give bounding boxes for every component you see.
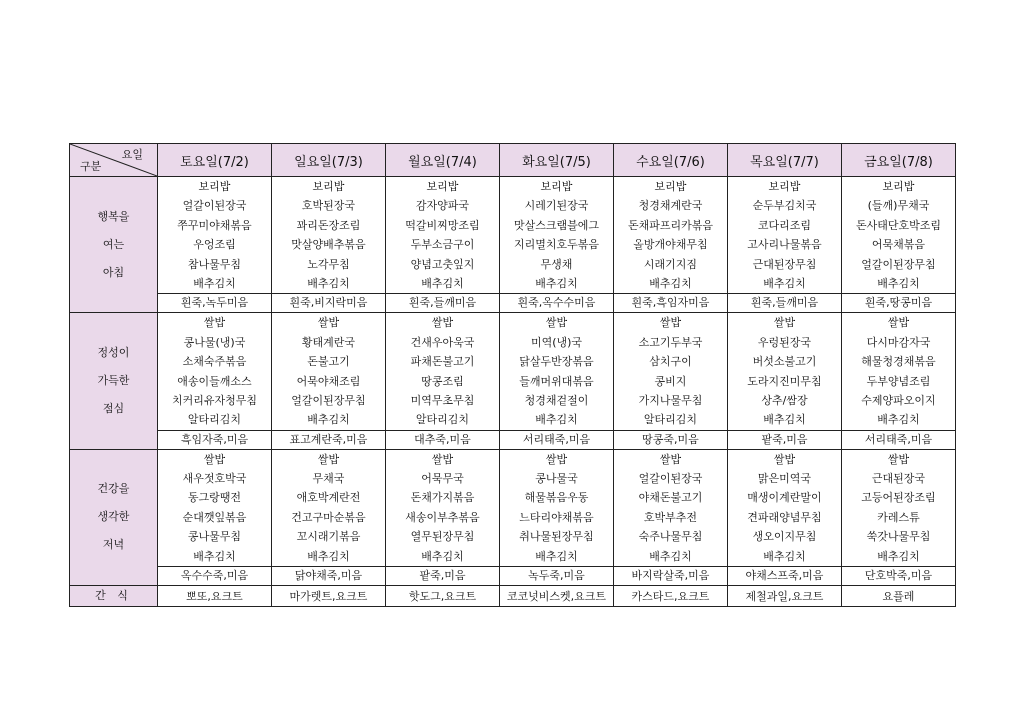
menu-item: 배추김치 (877, 413, 920, 427)
menu-item: 쌀밥 (887, 452, 910, 466)
menu-item: 시래기지짐 (643, 257, 698, 271)
menu-item: 생오이지무침 (752, 530, 817, 544)
menu-item: 쌀밥 (887, 316, 910, 330)
menu-item: 시레기된장국 (524, 199, 589, 213)
porridge-cell: 흑임자죽,미음 (158, 430, 272, 449)
menu-item: 돈불고기 (307, 355, 350, 369)
menu-item: 배추김치 (307, 549, 350, 563)
menu-item: 우렁된장국 (757, 335, 812, 349)
menu-item: 숙주나물무침 (638, 530, 703, 544)
snack-cell: 제철과일,요크트 (728, 586, 842, 607)
menu-item: 배추김치 (535, 413, 578, 427)
menu-item: 배추김치 (649, 549, 692, 563)
menu-item: 들깨머위대볶음 (519, 374, 594, 388)
menu-item: 쌀밥 (431, 316, 454, 330)
corner-day-label: 요일 (121, 148, 143, 161)
menu-item: 콩비지 (654, 374, 687, 388)
porridge-cell: 땅콩죽,미음 (614, 430, 728, 449)
menu-item: 파채돈불고기 (410, 355, 475, 369)
menu-item: 해물볶음우동 (524, 491, 589, 505)
porridge-cell: 팥죽,미음 (386, 567, 500, 586)
corner-cell (70, 144, 158, 177)
menu-item: 애송이들깨소스 (177, 374, 252, 388)
menu-item: 해물청경채볶음 (861, 355, 936, 369)
menu-cell (158, 177, 272, 294)
menu-item: 치커리유자청무침 (171, 393, 257, 407)
porridge-cell: 표고계란죽,미음 (272, 430, 386, 449)
menu-item: 얼갈이된장무침 (861, 257, 936, 271)
menu-cell (614, 313, 728, 430)
menu-item: 보리밥 (882, 180, 915, 193)
porridge-cell: 흰죽,옥수수미음 (500, 294, 614, 313)
menu-item: 콩나물(냉)국 (183, 335, 246, 349)
menu-item: 맑은미역국 (757, 472, 812, 486)
menu-item: 보리밥 (654, 180, 687, 193)
menu-item: 얼갈이된장국 (182, 199, 247, 213)
menu-item: 취나물된장무침 (519, 530, 594, 544)
snack-cell: 뽀또,요크트 (158, 586, 272, 607)
menu-cell (842, 449, 956, 566)
porridge-cell: 대추죽,미음 (386, 430, 500, 449)
porridge-cell: 흰죽,들깨미음 (386, 294, 500, 313)
breakfast-row (70, 177, 956, 294)
lunch-row (70, 313, 956, 430)
menu-cell (614, 177, 728, 294)
menu-item: 쑥갓나물무침 (866, 530, 931, 544)
menu-item: 무채국 (312, 472, 345, 486)
porridge-cell: 서리태죽,미음 (500, 430, 614, 449)
menu-cell (728, 177, 842, 294)
menu-item: 보리밥 (198, 180, 231, 193)
menu-item: 얼갈이된장무침 (291, 393, 366, 407)
day-header: 금요일(7/8) (842, 144, 956, 177)
menu-item: 배추김치 (535, 549, 578, 563)
menu-item: 순두부김치국 (752, 199, 817, 213)
menu-item: 미역(냉)국 (530, 335, 583, 349)
menu-cell (272, 313, 386, 430)
menu-item: 건새우아욱국 (410, 335, 475, 349)
weekly-meal-menu-table (69, 143, 956, 607)
menu-item: 꽈리돈장조림 (296, 218, 361, 232)
menu-item: 쭈꾸미야채볶음 (177, 218, 252, 232)
day-header: 일요일(7/3) (272, 144, 386, 177)
lunch-label (70, 313, 158, 449)
menu-item: 참나물무침 (187, 257, 242, 271)
menu-item: 호박부추전 (643, 510, 698, 524)
menu-item: 쌀밥 (431, 452, 454, 466)
menu-item: 상추/쌈장 (761, 393, 808, 407)
day-header: 월요일(7/4) (386, 144, 500, 177)
menu-item: 두부양념조림 (866, 374, 931, 388)
menu-cell (272, 449, 386, 566)
menu-item: 도라지진미무침 (747, 374, 822, 388)
menu-item: 올방개야채무침 (633, 238, 708, 252)
menu-item: 돈채파프리카볶음 (627, 218, 713, 232)
menu-item: 보리밥 (312, 180, 345, 193)
menu-cell (386, 449, 500, 566)
menu-item: 청경채겉절이 (524, 393, 589, 407)
menu-cell (386, 177, 500, 294)
menu-item: 알타리김치 (415, 413, 470, 427)
menu-item: 지리멸치호두볶음 (513, 238, 599, 252)
header-row (70, 144, 956, 177)
menu-item: 노각무침 (307, 257, 350, 271)
menu-item: 삼치구이 (649, 355, 692, 369)
menu-item: 황태계란국 (301, 335, 356, 349)
menu-item: 땅콩조림 (421, 374, 464, 388)
menu-item: 새송이부추볶음 (405, 510, 480, 524)
menu-cell (500, 449, 614, 566)
porridge-cell: 옥수수죽,미음 (158, 567, 272, 586)
menu-item: 쌀밥 (773, 452, 796, 466)
menu-item: 꼬시래기볶음 (296, 530, 361, 544)
snack-cell: 카스타드,요크트 (614, 586, 728, 607)
snack-cell: 코코넛비스켓,요크트 (500, 586, 614, 607)
menu-item: 배추김치 (421, 276, 464, 290)
menu-item: 보리밥 (768, 180, 801, 193)
meal-label-line: 점심 (102, 402, 125, 416)
menu-item: 소채숙주볶음 (182, 355, 247, 369)
snack-cell: 요플레 (842, 586, 956, 607)
porridge-cell: 흰죽,흑임자미음 (614, 294, 728, 313)
menu-item: 느타리야채볶음 (519, 510, 594, 524)
porridge-cell: 흰죽,땅콩미음 (842, 294, 956, 313)
menu-item: 버섯소불고기 (752, 355, 817, 369)
menu-cell (614, 449, 728, 566)
menu-item: 콩나물무침 (187, 530, 242, 544)
porridge-cell: 녹두죽,미음 (500, 567, 614, 586)
lunch-porridge-row (70, 430, 956, 449)
snack-cell: 마가렛트,요크트 (272, 586, 386, 607)
menu-item: 견파래양념무침 (747, 510, 822, 524)
menu-item: 배추김치 (193, 549, 236, 563)
menu-cell (272, 177, 386, 294)
menu-item: 어묵채볶음 (871, 238, 926, 252)
menu-cell (386, 313, 500, 430)
menu-item: 닭살두반장볶음 (519, 355, 594, 369)
menu-item: 배추김치 (193, 276, 236, 290)
menu-item: 쌀밥 (545, 316, 568, 330)
menu-item: 매생이계란말이 (747, 491, 822, 505)
menu-item: 가지나물무침 (638, 393, 703, 407)
menu-item: 무생채 (540, 257, 573, 271)
corner-category-label: 구분 (80, 160, 102, 173)
porridge-cell: 팥죽,미음 (728, 430, 842, 449)
porridge-cell: 단호박죽,미음 (842, 567, 956, 586)
menu-item: 다시마감자국 (866, 335, 931, 349)
menu-item: 배추김치 (535, 276, 578, 290)
menu-item: 미역무초무침 (410, 393, 475, 407)
menu-item: 호박된장국 (301, 199, 356, 213)
day-header: 토요일(7/2) (158, 144, 272, 177)
menu-item: 열무된장무침 (410, 530, 475, 544)
menu-item: 배추김치 (763, 549, 806, 563)
menu-item: 어묵무국 (421, 472, 464, 486)
menu-item: 쌀밥 (203, 316, 226, 330)
menu-cell (842, 177, 956, 294)
snack-row (70, 586, 956, 607)
menu-item: 쌀밥 (773, 316, 796, 330)
day-header: 화요일(7/5) (500, 144, 614, 177)
menu-cell (728, 313, 842, 430)
menu-body (70, 177, 956, 607)
menu-item: 떡갈비찌망조림 (405, 218, 480, 232)
menu-item: 동그랑땡전 (187, 491, 242, 505)
meal-label-line: 여는 (102, 237, 125, 251)
menu-cell (500, 177, 614, 294)
dinner-row (70, 449, 956, 566)
menu-item: 돈사태단호박조림 (855, 218, 941, 232)
menu-cell (158, 449, 272, 566)
menu-item: 배추김치 (421, 549, 464, 563)
menu-cell (842, 313, 956, 430)
day-header: 수요일(7/6) (614, 144, 728, 177)
meal-label-line: 건강을 (97, 482, 130, 496)
day-header: 목요일(7/7) (728, 144, 842, 177)
menu-item: 보리밥 (426, 180, 459, 193)
menu-item: 청경채계란국 (638, 199, 703, 213)
porridge-cell: 서리태죽,미음 (842, 430, 956, 449)
menu-item: 맛살양배추볶음 (291, 238, 366, 252)
porridge-cell: 흰죽,비지락미음 (272, 294, 386, 313)
menu-item: 보리밥 (540, 180, 573, 193)
menu-item: 수제양파오이지 (861, 393, 936, 407)
menu-item: 알타리김치 (187, 413, 242, 427)
menu-item: 쌀밥 (545, 452, 568, 466)
menu-item: 야채돈불고기 (638, 491, 703, 505)
meal-label-line: 가득한 (97, 374, 130, 388)
porridge-cell: 바지락살죽,미음 (614, 567, 728, 586)
menu-item: 코다리조림 (757, 218, 812, 232)
menu-item: 카레스튜 (877, 510, 920, 524)
breakfast-porridge-row (70, 294, 956, 313)
meal-label-line: 정성이 (97, 346, 130, 360)
snack-cell: 핫도그,요크트 (386, 586, 500, 607)
dinner-porridge-row (70, 567, 956, 586)
menu-item: 콩나물국 (535, 472, 578, 486)
porridge-cell: 닭야채죽,미음 (272, 567, 386, 586)
menu-item: 고사리나물볶음 (747, 238, 822, 252)
menu-item: 얼갈이된장국 (638, 472, 703, 486)
menu-item: 새우젓호박국 (182, 472, 247, 486)
menu-cell (728, 449, 842, 566)
menu-item: 소고기두부국 (638, 335, 703, 349)
dinner-label (70, 449, 158, 585)
meal-label-line: 아침 (102, 265, 125, 279)
meal-label-line: 생각한 (97, 510, 130, 524)
menu-item: 돈채가지볶음 (410, 491, 475, 505)
menu-item: 배추김치 (763, 276, 806, 290)
menu-item: 우엉조림 (193, 238, 236, 252)
porridge-cell: 야채스프죽,미음 (728, 567, 842, 586)
menu-item: 배추김치 (307, 413, 350, 427)
menu-item: 순대깻잎볶음 (182, 510, 247, 524)
menu-item: 배추김치 (877, 276, 920, 290)
menu-item: 쌀밥 (659, 316, 682, 330)
menu-item: 건고구마순볶음 (291, 510, 366, 524)
menu-item: 쌀밥 (317, 316, 340, 330)
menu-item: 고등어된장조림 (861, 491, 936, 505)
menu-item: 알타리김치 (643, 413, 698, 427)
menu-item: 두부소금구이 (410, 238, 475, 252)
menu-item: 어묵야채조림 (296, 374, 361, 388)
menu-item: 양념고춧잎지 (410, 257, 475, 271)
snack-label: 간 식 (70, 586, 158, 607)
menu-item: 맛살스크램블에그 (513, 218, 599, 232)
menu-item: (들깨)무채국 (867, 199, 930, 213)
porridge-cell: 흰죽,녹두미음 (158, 294, 272, 313)
menu-item: 쌀밥 (659, 452, 682, 466)
menu-item: 쌀밥 (317, 452, 340, 466)
menu-cell (500, 313, 614, 430)
menu-item: 근대된장국 (871, 472, 926, 486)
menu-item: 배추김치 (649, 276, 692, 290)
breakfast-label (70, 177, 158, 313)
meal-label-line: 행복을 (97, 209, 130, 223)
menu-item: 감자양파국 (415, 199, 470, 213)
menu-item: 배추김치 (877, 549, 920, 563)
porridge-cell: 흰죽,들깨미음 (728, 294, 842, 313)
menu-item: 배추김치 (307, 276, 350, 290)
menu-item: 근대된장무침 (752, 257, 817, 271)
menu-cell (158, 313, 272, 430)
meal-label-line: 저녁 (102, 538, 125, 552)
menu-item: 배추김치 (763, 413, 806, 427)
menu-item: 쌀밥 (203, 452, 226, 466)
menu-item: 애호박계란전 (296, 491, 361, 505)
